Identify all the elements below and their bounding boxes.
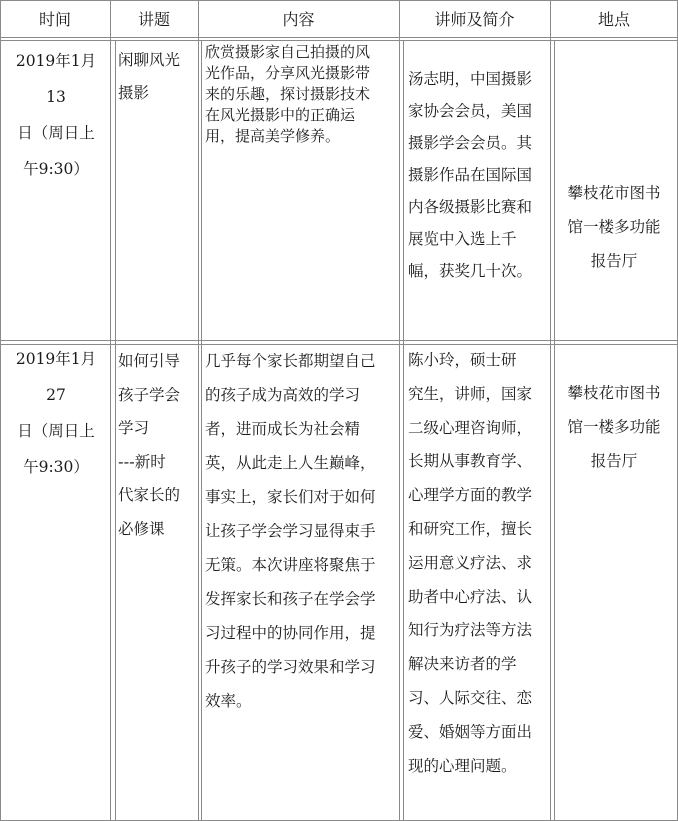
col-divider-4 (550, 0, 551, 821)
row2-topic: 如何引导 孩子学会 学习 ---新时 代家长的 必修课 (118, 352, 181, 538)
col-divider-1-inner (115, 40, 116, 821)
header-content: 内容 (282, 10, 315, 29)
row1-topic: 闲聊风光 摄影 (118, 51, 181, 102)
header-divider (0, 37, 678, 38)
row1-time: 2019年1月13 日（周日上 午9:30） (15, 52, 97, 178)
col-divider-3 (399, 0, 400, 821)
row1-location: 攀枝花市图书 馆一楼多功能 报告厅 (567, 184, 661, 270)
header-divider-inner (0, 40, 678, 41)
header-time: 时间 (38, 10, 71, 29)
row2-content: 几乎每个家长都期望自己 的孩子成为高效的学习 者，进而成长为社会精 英，从此走上人生巅峰， 事实上，家长们对于如何 让孩子学会学习显得束手 无策。本次讲座将聚焦于 发挥家长和孩子在学会学 习过程中的协同作用，提 升孩子的学习效果和学习 效率。 (205, 352, 376, 710)
row2-lecturer: 陈小玲，硕士研 究生，讲师，国家 二级心理咨询师， 长期从事教育学、 心理学方面的教学 和研究工作，擅长 运用意义疗法、求 助者中心疗法、认 知行为疗法等方法 解决来访者的学 习、人际交往、恋 爱、婚姻等方面出 现的心理问题。 (408, 351, 533, 775)
header-topic: 讲题 (137, 10, 170, 29)
row1-lecturer: 汤志明，中国摄影 家协会会员，美国 摄影学会会员。其 摄影作品在国际国 内各级摄影比赛和 展览中入选上千 幅，获奖几十次。 (408, 70, 533, 280)
row2-time: 2019年1月27 日（周日上 午9:30） (15, 350, 97, 476)
table-border-left (0, 0, 1, 821)
row1-content: 欣赏摄影家自己拍摄的风 光作品，分享风光摄影带 来的乐趣，探讨摄影技术 在风光摄影中的正确运 用，提高美学修养。 (205, 43, 371, 145)
col-divider-2-inner (201, 40, 202, 821)
col-divider-2 (198, 0, 199, 821)
row2-location: 攀枝花市图书 馆一楼多功能 报告厅 (567, 384, 661, 470)
col-divider-3-inner (403, 40, 404, 821)
col-divider-1 (110, 0, 111, 821)
header-location: 地点 (597, 10, 630, 29)
col-divider-4-inner (554, 40, 555, 821)
header-lecturer: 讲师及简介 (434, 10, 515, 29)
